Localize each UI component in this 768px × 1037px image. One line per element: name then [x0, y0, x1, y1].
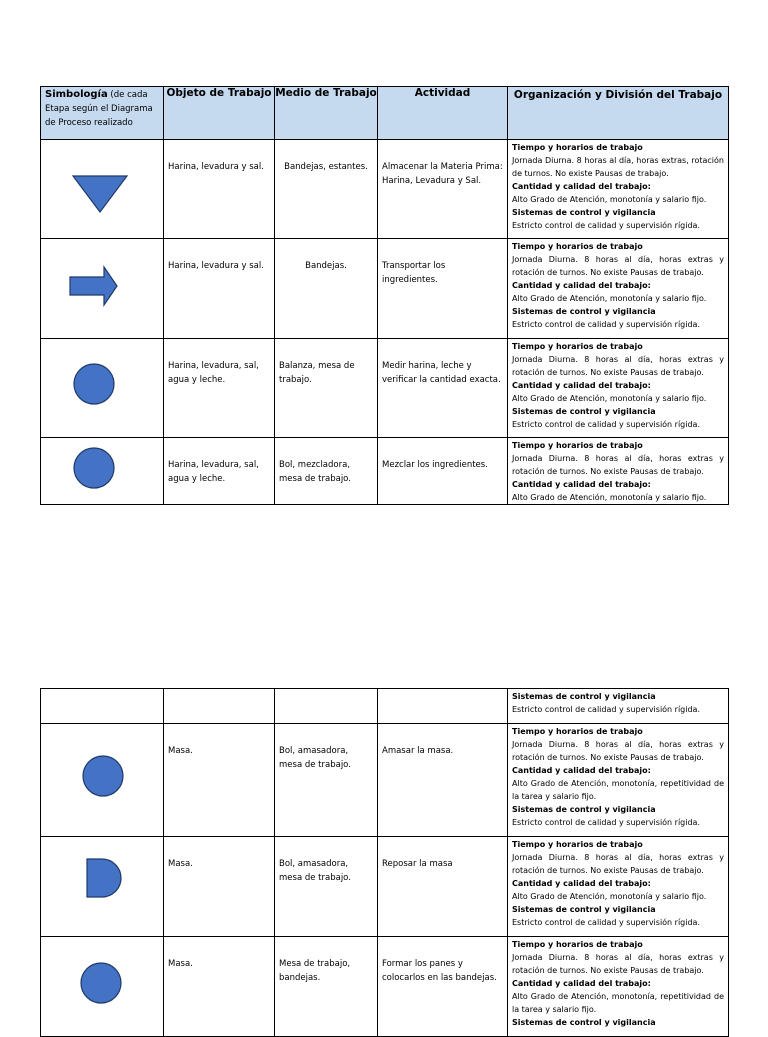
medio-cell: Bol, amasadora, mesa de trabajo.	[275, 724, 378, 837]
objeto-cell: Masa.	[164, 837, 275, 937]
organizacion-cell: Tiempo y horarios de trabajo Jornada Diurna. 8 horas al día, horas extras y rotación de turnos. No existe Pausas de trabajo. Cantidad y calidad del trabajo: Alto Grado de Atención, monotonía y salario fijo. Sistemas de control y vigilancia Estricto control de calidad y supervisión rígida.	[508, 339, 729, 438]
actividad-cell: Formar los panes y colocarlos en las bandejas.	[378, 937, 508, 1037]
actividad-cell	[378, 689, 508, 724]
medio-cell: Mesa de trabajo, bandejas.	[275, 937, 378, 1037]
objeto-cell	[164, 689, 275, 724]
symbol-cell	[41, 339, 164, 438]
table-row	[41, 837, 729, 937]
circle-icon	[72, 362, 116, 406]
table-row	[41, 438, 729, 505]
process-table-2	[40, 688, 729, 1037]
symbol-cell	[41, 937, 164, 1037]
actividad-cell: Mezclar los ingredientes.	[378, 438, 508, 505]
medio-cell: Bol, mezcladora, mesa de trabajo.	[275, 438, 378, 505]
symbol-cell	[41, 724, 164, 837]
medio-cell	[275, 689, 378, 724]
organizacion-cell: Tiempo y horarios de trabajo Jornada Diurna. 8 horas al día, horas extras y rotación de turnos. No existe Pausas de trabajo. Cantidad y calidad del trabajo: Alto Grado de Atención, monotonía, repetitividad de la tarea y salario fijo. Sistemas de control y vigilancia	[508, 937, 729, 1037]
organizacion-cell: Tiempo y horarios de trabajo Jornada Diurna. 8 horas al día, horas extras y rotación de turnos. No existe Pausas de trabajo. Cantidad y calidad del trabajo: Alto Grado de Atención, monotonía y salario fijo.	[508, 438, 729, 505]
organizacion-cell: Sistemas de control y vigilancia Estricto control de calidad y supervisión rígida.	[508, 689, 729, 724]
header-medio: Medio de Trabajo	[275, 87, 378, 140]
header-actividad: Actividad	[378, 87, 508, 140]
table-row	[41, 339, 729, 438]
organizacion-cell: Tiempo y horarios de trabajo Jornada Diurna. 8 horas al día, horas extras y rotación de turnos. No existe Pausas de trabajo. Cantidad y calidad del trabajo: Alto Grado de Atención, monotonía y salario fijo. Sistemas de control y vigilancia Estricto control de calidad y supervisión rígida.	[508, 837, 729, 937]
objeto-cell: Harina, levadura, sal, agua y leche.	[164, 438, 275, 505]
medio-cell: Bandejas, estantes.	[275, 140, 378, 239]
header-objeto: Objeto de Trabajo	[164, 87, 275, 140]
organizacion-cell: Tiempo y horarios de trabajo Jornada Diurna. 8 horas al día, horas extras y rotación de turnos. No existe Pausas de trabajo. Cantidad y calidad del trabajo: Alto Grado de Atención, monotonía, repetitividad de la tarea y salario fijo. Sistemas de control y vigilancia Estricto control de calidad y supervisión rígida.	[508, 724, 729, 837]
circle-icon	[81, 754, 125, 798]
medio-cell: Bandejas.	[275, 239, 378, 339]
delay-d-icon	[85, 857, 123, 899]
header-simbologia: Simbología (de cada Etapa según el Diagrama de Proceso realizado	[41, 87, 164, 140]
symbol-cell	[41, 689, 164, 724]
triangle-down-icon	[71, 174, 129, 214]
symbol-cell	[41, 438, 164, 505]
actividad-cell: Transportar los ingredientes.	[378, 239, 508, 339]
organizacion-cell: Tiempo y horarios de trabajo Jornada Diurna. 8 horas al día, horas extras, rotación de turnos. No existe Pausas de trabajo. Cantidad y calidad del trabajo: Alto Grado de Atención, monotonía y salario fijo. Sistemas de control y vigilancia Estricto control de calidad y supervisión rígida.	[508, 140, 729, 239]
organizacion-cell: Tiempo y horarios de trabajo Jornada Diurna. 8 horas al día, horas extras y rotación de turnos. No existe Pausas de trabajo. Cantidad y calidad del trabajo: Alto Grado de Atención, monotonía y salario fijo. Sistemas de control y vigilancia Estricto control de calidad y supervisión rígida.	[508, 239, 729, 339]
table-row	[41, 689, 729, 724]
header-organizacion: Organización y División del Trabajo	[508, 87, 729, 140]
actividad-cell: Almacenar la Materia Prima: Harina, Levadura y Sal.	[378, 140, 508, 239]
symbol-cell	[41, 239, 164, 339]
table-row	[41, 937, 729, 1037]
objeto-cell: Harina, levadura y sal.	[164, 140, 275, 239]
circle-icon	[79, 961, 123, 1005]
objeto-cell: Harina, levadura, sal, agua y leche.	[164, 339, 275, 438]
table-row	[41, 140, 729, 239]
table-row	[41, 724, 729, 837]
table-row	[41, 239, 729, 339]
actividad-cell: Medir harina, leche y verificar la cantidad exacta.	[378, 339, 508, 438]
actividad-cell: Amasar la masa.	[378, 724, 508, 837]
arrow-right-icon	[68, 265, 120, 307]
process-table-1	[40, 86, 729, 505]
symbol-cell	[41, 140, 164, 239]
circle-icon	[72, 446, 116, 490]
medio-cell: Bol, amasadora, mesa de trabajo.	[275, 837, 378, 937]
symbol-cell	[41, 837, 164, 937]
objeto-cell: Masa.	[164, 724, 275, 837]
objeto-cell: Masa.	[164, 937, 275, 1037]
objeto-cell: Harina, levadura y sal.	[164, 239, 275, 339]
header-row	[41, 87, 729, 140]
actividad-cell: Reposar la masa	[378, 837, 508, 937]
medio-cell: Balanza, mesa de trabajo.	[275, 339, 378, 438]
